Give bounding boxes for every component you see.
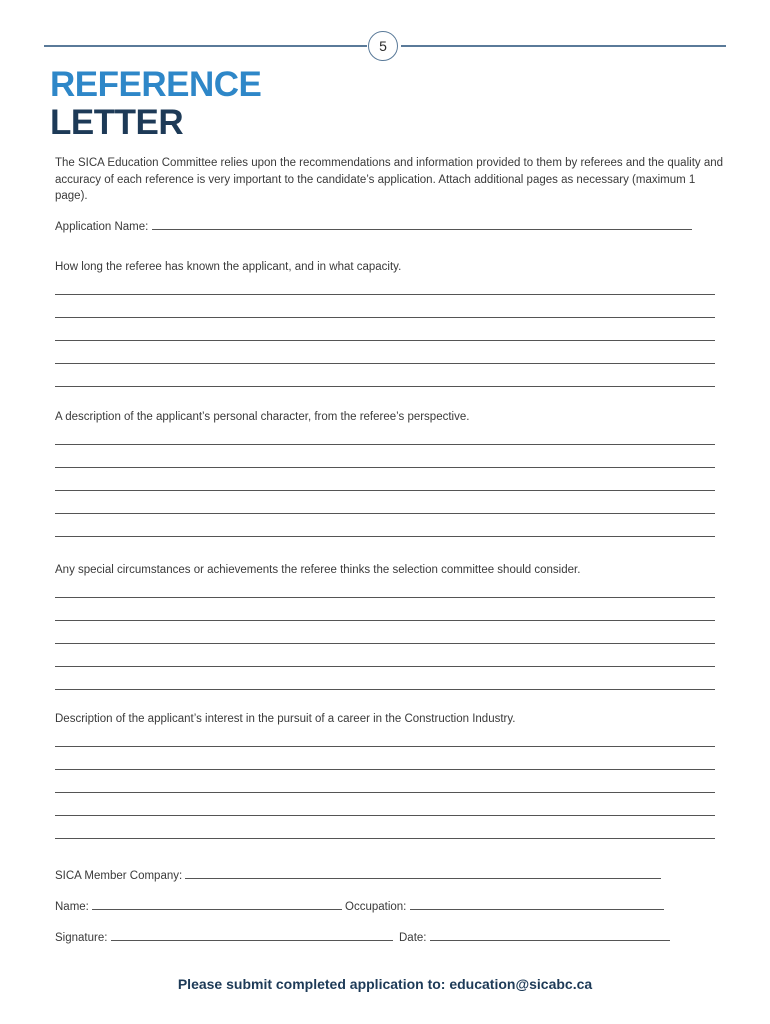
title-line-1: REFERENCE [50,65,262,104]
application-name-field [55,219,692,233]
answer-line[interactable] [55,386,715,387]
answer-line[interactable] [55,363,715,364]
date-input[interactable] [430,930,670,941]
date-field [399,930,670,944]
question-4: Description of the applicant’s interest in the pursuit of a career in the Construction Industry. [55,713,516,725]
name-label: Name: [55,901,89,913]
answer-line[interactable] [55,490,715,491]
question-3: Any special circumstances or achievements the referee thinks the selection committee should consider. [55,564,581,576]
question-1: How long the referee has known the applicant, and in what capacity. [55,261,402,273]
signature-label: Signature: [55,932,108,944]
answer-line[interactable] [55,792,715,793]
answer-line[interactable] [55,815,715,816]
member-company-label: SICA Member Company: [55,870,183,882]
answer-line[interactable] [55,513,715,514]
page-number-badge: 5 [368,31,398,61]
signature-input[interactable] [111,930,393,941]
answer-line[interactable] [55,666,715,667]
answer-line[interactable] [55,597,715,598]
page-header [44,31,726,61]
member-company-field [55,868,661,882]
answer-line[interactable] [55,294,715,295]
name-input[interactable] [92,899,342,910]
title-line-2: LETTER [50,103,184,142]
submit-instructions: Please submit completed application to: education@sicabc.ca [177,976,593,992]
answer-line[interactable] [55,838,715,839]
name-field [55,899,342,913]
answer-line[interactable] [55,536,715,537]
header-rule-right [401,45,726,47]
date-label: Date: [399,932,427,944]
question-2: A description of the applicant’s personal character, from the referee’s perspective. [55,411,470,423]
answer-line[interactable] [55,444,715,445]
application-name-label: Application Name: [55,221,149,233]
answer-line[interactable] [55,340,715,341]
occupation-label: Occupation: [345,901,407,913]
answer-line[interactable] [55,689,715,690]
application-name-input[interactable] [152,219,692,230]
page-title [50,66,261,142]
answer-line[interactable] [55,769,715,770]
answer-line[interactable] [55,643,715,644]
answer-line[interactable] [55,467,715,468]
answer-line[interactable] [55,317,715,318]
signature-field [55,930,393,944]
intro-paragraph: The SICA Education Committee relies upon the recommendations and information provided to them by referees and the quality and accuracy of each reference is very important to the candidate’s application. Attach additional pages as necessary (maximum 1 page). [55,157,724,202]
header-rule-left [44,45,367,47]
answer-line[interactable] [55,620,715,621]
member-company-input[interactable] [185,868,661,879]
answer-line[interactable] [55,746,715,747]
occupation-field [345,899,664,913]
occupation-input[interactable] [410,899,664,910]
